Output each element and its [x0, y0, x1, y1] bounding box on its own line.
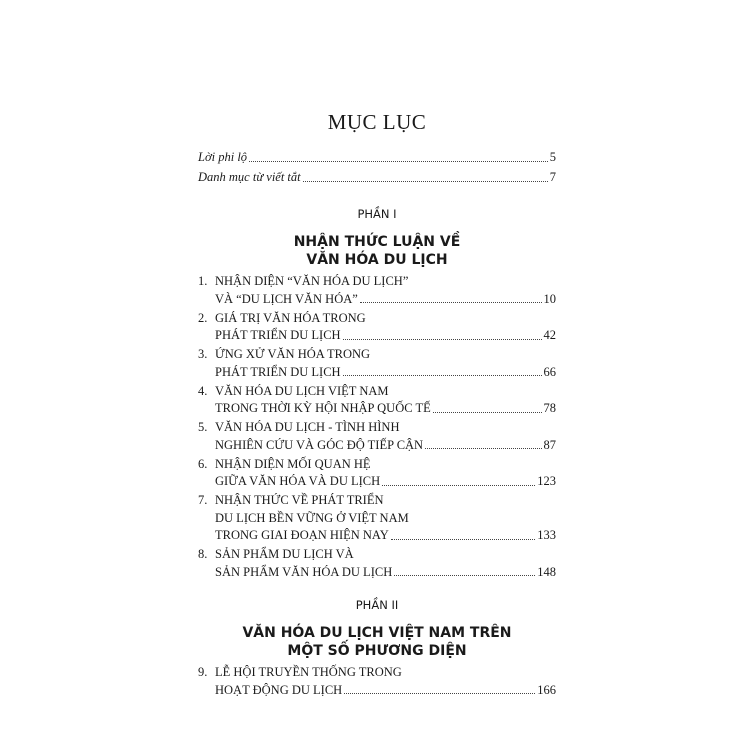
dot-leader	[360, 302, 542, 303]
entry-text: LỄ HỘI TRUYỀN THỐNG TRONG	[215, 665, 402, 679]
entry-body	[215, 310, 556, 345]
entry-text: GIỮA VĂN HÓA VÀ DU LỊCH	[215, 474, 381, 488]
page-number: 66	[543, 364, 556, 379]
toc-entry	[198, 273, 556, 308]
page-number: 7	[549, 170, 556, 184]
page-number: 166	[537, 682, 556, 697]
entry-line	[215, 273, 556, 291]
entry-body	[215, 664, 556, 699]
entry-text: SẢN PHẨM DU LỊCH VÀ	[215, 547, 354, 561]
entry-body	[215, 273, 556, 308]
entry-text: VĂN HÓA DU LỊCH VIỆT NAM	[215, 383, 389, 398]
part-label: PHẦN I	[357, 207, 397, 221]
entry-number: 2.	[198, 310, 208, 325]
entry-body	[215, 419, 556, 454]
entry-number: 6.	[198, 456, 208, 471]
entry-line	[215, 437, 556, 455]
entry-text: SẢN PHẨM VĂN HÓA DU LỊCH	[215, 564, 393, 579]
entry-line	[215, 364, 556, 382]
entry-text: PHÁT TRIỂN DU LỊCH	[215, 364, 341, 379]
entry-line	[215, 510, 556, 528]
part-title	[198, 233, 556, 269]
page-number: 148	[537, 564, 556, 579]
entry-number: 5.	[198, 420, 208, 434]
dot-leader	[343, 339, 542, 340]
part-2	[198, 598, 556, 701]
dot-leader	[303, 181, 548, 182]
entry-text: NHẬN THỨC VỀ PHÁT TRIỂN	[215, 493, 384, 507]
part-title-line: MỘT SỐ PHƯƠNG DIỆN	[287, 643, 467, 659]
part-title-line: VĂN HÓA DU LỊCH	[306, 252, 448, 268]
entry-line	[215, 527, 556, 545]
entry-line	[215, 291, 556, 309]
entry-line	[215, 664, 556, 682]
entry-text: DU LỊCH BỀN VỮNG Ở VIỆT NAM	[215, 510, 409, 525]
part-title-line: VĂN HÓA DU LỊCH VIỆT NAM TRÊN	[242, 625, 512, 641]
entry-body	[215, 492, 556, 545]
entry-number: 3.	[198, 347, 208, 361]
page-number: 87	[543, 437, 556, 452]
dot-leader	[425, 448, 541, 449]
entry-line	[215, 327, 556, 345]
dot-leader	[394, 575, 535, 576]
entry-number: 1.	[198, 274, 208, 288]
page-number: 78	[543, 401, 556, 415]
toc-entry	[198, 310, 556, 345]
page-number: 10	[543, 291, 556, 306]
toc-entry	[198, 456, 556, 491]
part-title	[198, 624, 556, 660]
dot-leader	[391, 539, 535, 540]
toc-entry	[198, 419, 556, 454]
toc-entry	[198, 492, 556, 545]
entry-body	[215, 383, 556, 418]
entry-body	[215, 456, 556, 491]
dot-leader	[344, 693, 535, 694]
entry-line	[215, 473, 556, 491]
entry-label: Danh mục từ viết tắt	[198, 170, 301, 184]
part-title-line: NHẬN THỨC LUẬN VỀ	[293, 234, 461, 250]
entry-line	[215, 400, 556, 418]
entry-body	[215, 546, 556, 581]
front-matter	[198, 147, 556, 187]
page-number: 133	[537, 528, 556, 542]
part-1	[198, 207, 556, 583]
dot-leader	[343, 375, 542, 376]
page-number: 5	[549, 150, 556, 164]
entry-line	[215, 564, 556, 582]
entry-text: VÀ “DU LỊCH VĂN HÓA”	[215, 291, 358, 306]
toc-entry	[198, 167, 556, 187]
entry-number: 7.	[198, 493, 208, 507]
page-number: 123	[537, 474, 556, 488]
toc-entry	[198, 346, 556, 381]
entry-text: PHÁT TRIỂN DU LỊCH	[215, 328, 341, 342]
entry-text: NHẬN DIỆN MỐI QUAN HỆ	[215, 456, 371, 471]
entry-text: VĂN HÓA DU LỊCH - TÌNH HÌNH	[215, 420, 400, 434]
toc-entry	[198, 546, 556, 581]
entry-line	[215, 682, 556, 700]
entry-line	[215, 456, 556, 474]
entry-text: ỨNG XỬ VĂN HÓA TRONG	[215, 347, 371, 361]
entry-text: GIÁ TRỊ VĂN HÓA TRONG	[215, 310, 366, 325]
entry-text: HOẠT ĐỘNG DU LỊCH	[215, 682, 343, 697]
page-title: MỤC LỤC	[327, 110, 427, 134]
entry-text: TRONG THỜI KỲ HỘI NHẬP QUỐC TẾ	[215, 401, 431, 415]
page-number: 42	[543, 328, 556, 342]
entry-line	[215, 546, 556, 564]
dot-leader	[382, 485, 535, 486]
entry-line	[215, 419, 556, 437]
entry-body	[215, 346, 556, 381]
entry-number: 9.	[198, 665, 208, 679]
dot-leader	[433, 412, 542, 413]
dot-leader	[249, 161, 548, 162]
entry-line	[215, 310, 556, 328]
entry-text: NGHIÊN CỨU VÀ GÓC ĐỘ TIẾP CẬN	[215, 437, 424, 452]
entry-line	[215, 492, 556, 510]
part-label: PHẦN II	[355, 598, 399, 612]
toc-entry	[198, 664, 556, 699]
entry-text: NHẬN DIỆN “VĂN HÓA DU LỊCH”	[215, 274, 409, 288]
entry-label: Lời phi lộ	[198, 150, 248, 164]
entry-text: TRONG GIAI ĐOẠN HIỆN NAY	[215, 528, 389, 542]
entry-number: 8.	[198, 547, 208, 561]
entry-number: 4.	[198, 383, 208, 398]
toc-entry	[198, 147, 556, 167]
toc-entry	[198, 383, 556, 418]
entry-line	[215, 346, 556, 364]
entry-line	[215, 383, 556, 401]
